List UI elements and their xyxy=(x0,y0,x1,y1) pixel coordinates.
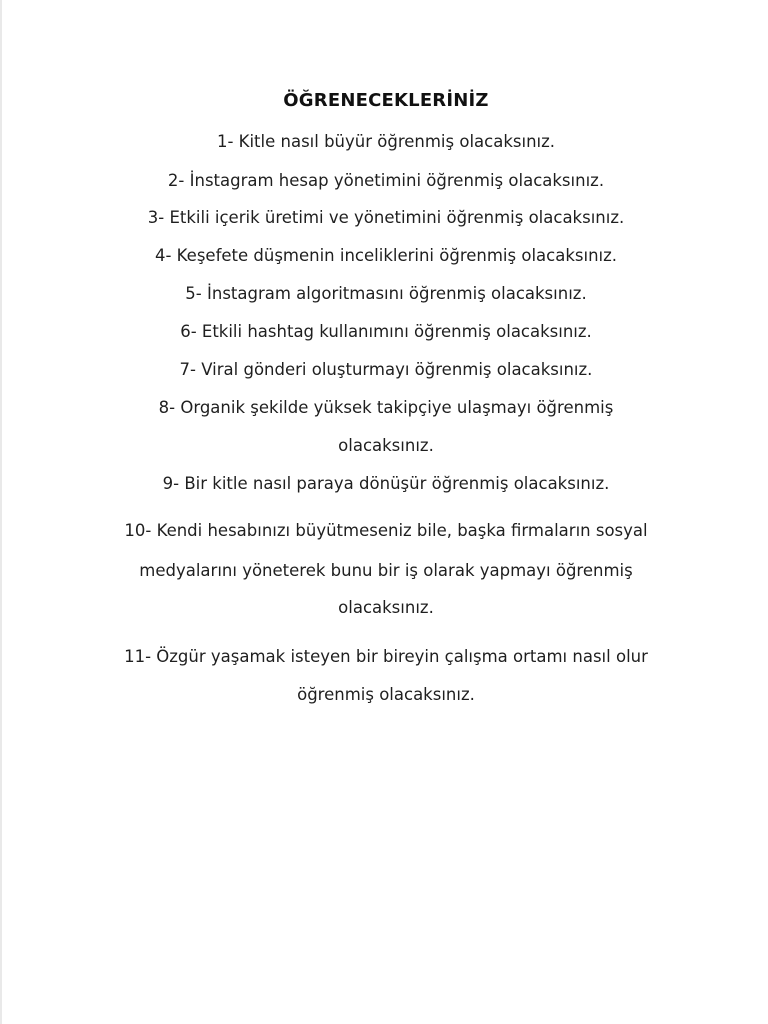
list-item-10-line-3: olacaksınız. xyxy=(338,598,434,617)
list-item-11-line-2: öğrenmiş olacaksınız. xyxy=(297,685,475,704)
list-item-1: 1- Kitle nasıl büyür öğrenmiş olacaksınız. xyxy=(216,132,556,151)
list-item-8-line-2: olacaksınız. xyxy=(338,436,434,455)
list-item-7: 7- Viral gönderi oluşturmayı öğrenmiş olacaksınız. xyxy=(179,360,593,379)
list-item-9: 9- Bir kitle nasıl paraya dönüşür öğrenmiş olacaksınız. xyxy=(162,474,610,493)
list-item-3: 3- Etkili içerik üretimi ve yönetimini öğrenmiş olacaksınız. xyxy=(147,208,625,227)
list-item-5: 5- İnstagram algoritmasını öğrenmiş olacaksınız. xyxy=(185,284,587,303)
list-item-10-line-1: 10- Kendi hesabınızı büyütmeseniz bile, başka firmaların sosyal xyxy=(124,521,648,540)
list-item-8-line-1: 8- Organik şekilde yüksek takipçiye ulaşmayı öğrenmiş xyxy=(158,398,614,417)
list-item-10-line-2: medyalarını yöneterek bunu bir iş olarak yapmayı öğrenmiş xyxy=(139,561,633,580)
list-item-6: 6- Etkili hashtag kullanımını öğrenmiş olacaksınız. xyxy=(180,322,592,341)
list-item-4: 4- Keşefete düşmenin inceliklerini öğrenmiş olacaksınız. xyxy=(154,246,618,265)
document-title: ÖĞRENECEKLERİNİZ xyxy=(283,90,489,111)
list-item-2: 2- İnstagram hesap yönetimini öğrenmiş olacaksınız. xyxy=(167,171,605,190)
list-item-11-line-1: 11- Özgür yaşamak isteyen bir bireyin çalışma ortamı nasıl olur xyxy=(124,647,648,666)
